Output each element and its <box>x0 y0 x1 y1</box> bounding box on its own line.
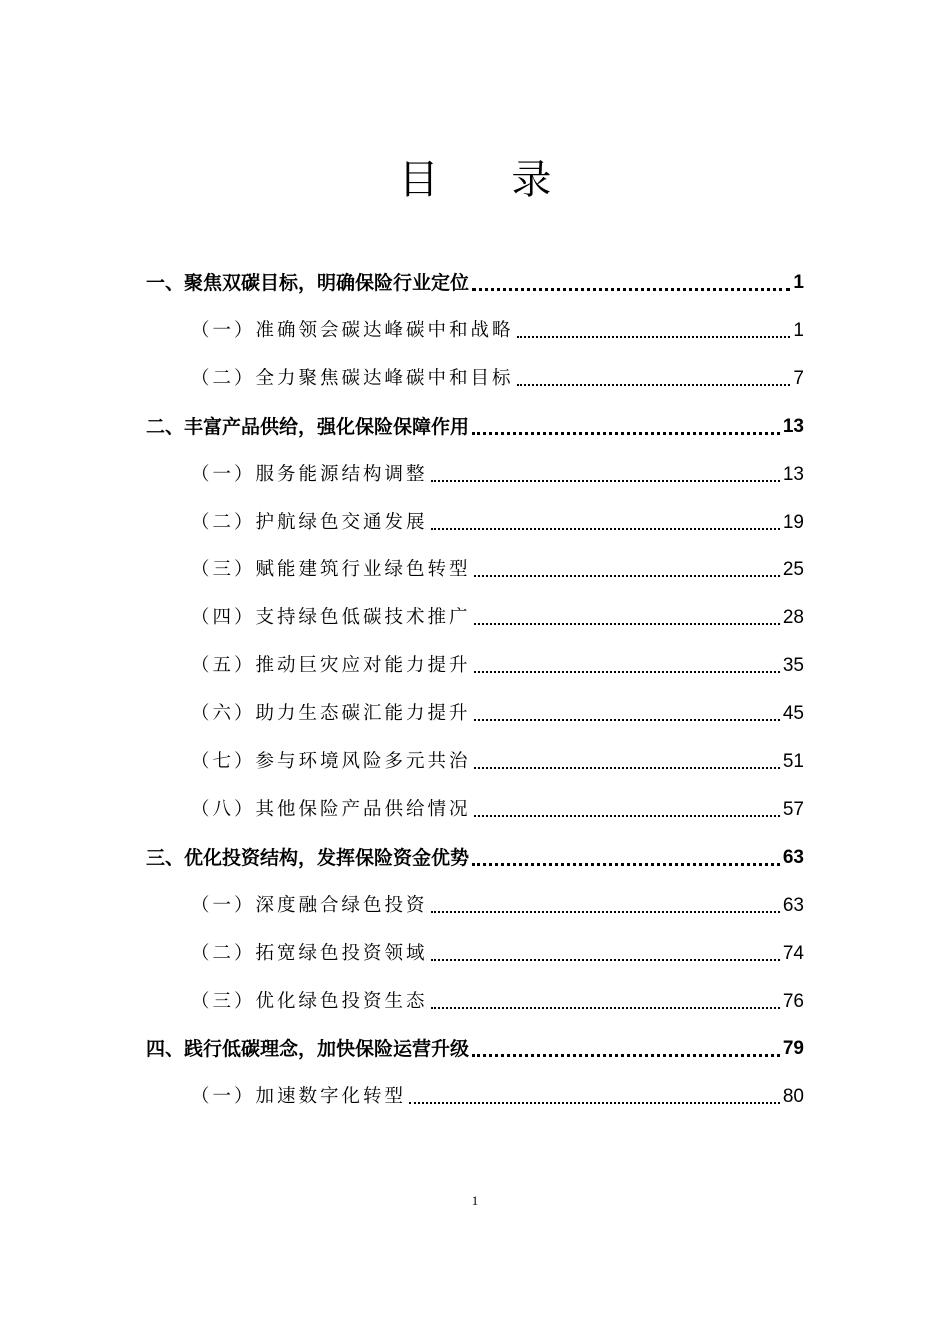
toc-entry-page-number: 76 <box>782 991 804 1012</box>
toc-leader-dots <box>517 336 791 338</box>
toc-chapter-entry[interactable] <box>146 1034 804 1062</box>
toc-section-entry[interactable] <box>191 747 804 775</box>
toc-entry-label: （八）其他保险产品供给情况 <box>191 799 471 820</box>
toc-entry-page-number: 1 <box>793 320 804 341</box>
toc-section-entry[interactable] <box>191 316 804 344</box>
toc-entry-page-number: 80 <box>782 1086 804 1107</box>
toc-entry-page-number: 13 <box>782 464 804 485</box>
toc-leader-dots <box>474 623 780 625</box>
toc-entry-page-number: 25 <box>782 559 804 580</box>
toc-entry-page-number: 57 <box>782 799 804 820</box>
toc-leader-dots <box>409 1102 780 1104</box>
toc-leader-dots <box>431 911 780 913</box>
toc-leader-dots <box>474 815 780 817</box>
toc-entry-page-number: 7 <box>793 368 804 389</box>
toc-section-entry[interactable] <box>191 460 804 488</box>
toc-entry-label: 一、聚焦双碳目标，明确保险行业定位 <box>146 272 470 294</box>
toc-leader-dots <box>517 384 791 386</box>
toc-section-entry[interactable] <box>191 651 804 679</box>
toc-leader-dots <box>472 432 780 435</box>
toc-entry-label: （六）助力生态碳汇能力提升 <box>191 703 471 724</box>
toc-entry-label: （一）深度融合绿色投资 <box>191 895 428 916</box>
page-title: 目 录 <box>398 157 582 203</box>
toc-entry-label: （二）拓宽绿色投资领域 <box>191 943 428 964</box>
toc-leader-dots <box>472 288 790 291</box>
toc-entry-label: （二）护航绿色交通发展 <box>191 512 428 533</box>
toc-section-entry[interactable] <box>191 939 804 967</box>
toc-entry-label: （一）准确领会碳达峰碳中和战略 <box>191 320 514 341</box>
toc-chapter-entry[interactable] <box>146 268 804 296</box>
toc-entry-label: （二）全力聚焦碳达峰碳中和目标 <box>191 368 514 389</box>
footer-page-number: 1 <box>471 1193 479 1208</box>
toc-entry-label: （三）赋能建筑行业绿色转型 <box>191 559 471 580</box>
toc-entry-page-number: 13 <box>782 416 804 437</box>
toc-section-entry[interactable] <box>191 555 804 583</box>
toc-entry-page-number: 19 <box>782 512 804 533</box>
toc-leader-dots <box>474 671 780 673</box>
toc-entry-label: （三）优化绿色投资生态 <box>191 991 428 1012</box>
toc-entry-page-number: 79 <box>782 1038 804 1059</box>
toc-leader-dots <box>474 719 780 721</box>
toc-leader-dots <box>472 863 780 866</box>
toc-entry-page-number: 45 <box>782 703 804 724</box>
toc-section-entry[interactable] <box>191 603 804 631</box>
toc-leader-dots <box>474 575 780 577</box>
toc-section-entry[interactable] <box>191 987 804 1015</box>
toc-entry-page-number: 63 <box>782 847 804 868</box>
toc-entry-label: （一）服务能源结构调整 <box>191 464 428 485</box>
toc-entry-label: （四）支持绿色低碳技术推广 <box>191 607 471 628</box>
toc-entry-label: （一）加速数字化转型 <box>191 1086 407 1107</box>
toc-entry-page-number: 1 <box>793 272 804 293</box>
toc-entry-label: 四、践行低碳理念，加快保险运营升级 <box>146 1038 470 1060</box>
toc-entry-page-number: 51 <box>782 751 804 772</box>
toc-chapter-entry[interactable] <box>146 843 804 871</box>
toc-leader-dots <box>431 480 780 482</box>
toc-section-entry[interactable] <box>191 795 804 823</box>
toc-section-entry[interactable] <box>191 891 804 919</box>
toc-entry-label: 二、丰富产品供给，强化保险保障作用 <box>146 416 470 438</box>
toc-section-entry[interactable] <box>191 508 804 536</box>
toc-section-entry[interactable] <box>191 1082 804 1110</box>
toc-leader-dots <box>431 959 780 961</box>
toc-chapter-entry[interactable] <box>146 412 804 440</box>
toc-section-entry[interactable] <box>191 364 804 392</box>
toc-entry-page-number: 63 <box>782 895 804 916</box>
toc-entry-label: （七）参与环境风险多元共治 <box>191 751 471 772</box>
toc-leader-dots <box>472 1054 780 1057</box>
toc-entry-page-number: 74 <box>782 943 804 964</box>
toc-leader-dots <box>431 1007 780 1009</box>
toc-leader-dots <box>474 767 780 769</box>
toc-leader-dots <box>431 528 780 530</box>
toc-entry-page-number: 28 <box>782 607 804 628</box>
toc-section-entry[interactable] <box>191 699 804 727</box>
toc-entry-label: （五）推动巨灾应对能力提升 <box>191 655 471 676</box>
toc-entry-label: 三、优化投资结构，发挥保险资金优势 <box>146 847 470 869</box>
toc-entry-page-number: 35 <box>782 655 804 676</box>
